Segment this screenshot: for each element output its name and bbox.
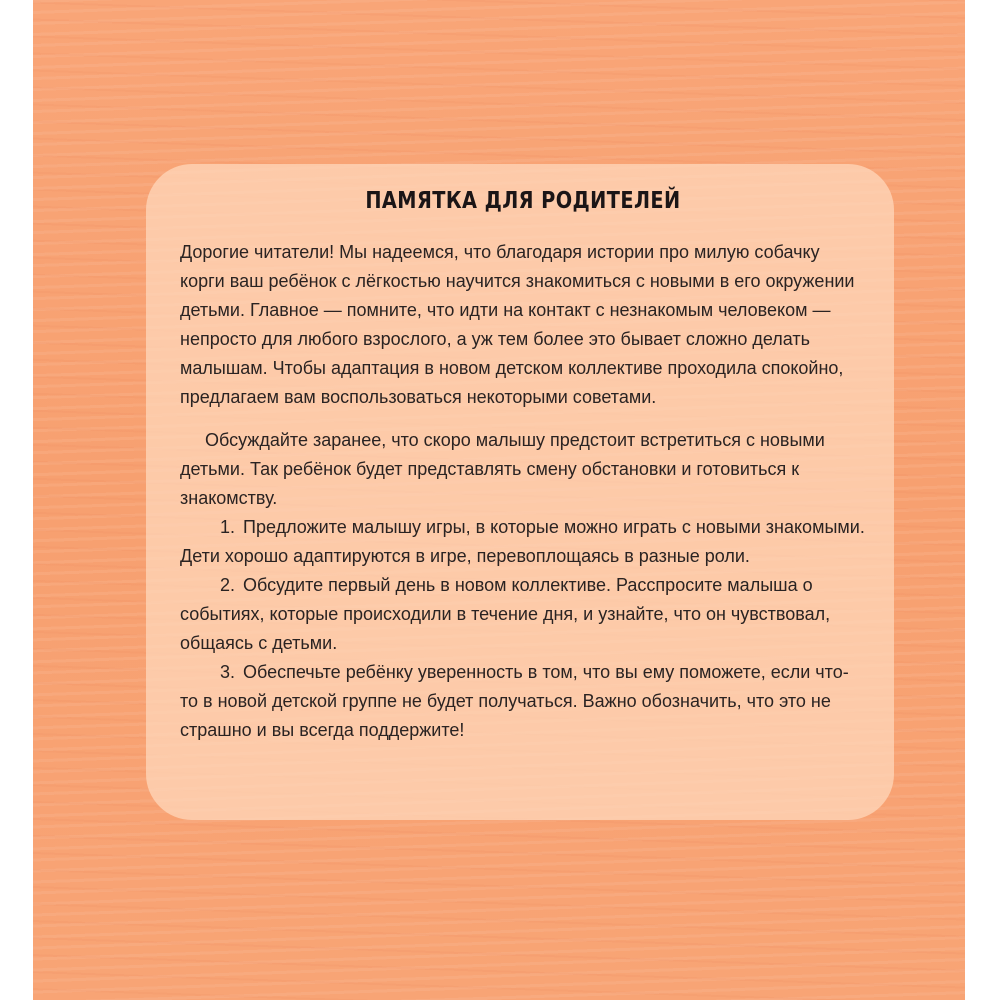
tip-item	[180, 513, 866, 571]
memo-title: ПАМЯТКА ДЛЯ РОДИТЕЛЕЙ	[365, 188, 681, 214]
page-background	[33, 0, 965, 1000]
intro-paragraph: Дорогие читатели! Мы надеемся, что благодаря истории про милую собачку корги ваш ребёнок с лёгкостью научится знакомиться с новыми в его окружении детьми. Главное — помните, что идти на контакт с незнакомым человеком — непросто для любого взрослого, а уж тем более это бывает сложно делать малышам. Чтобы адаптация в новом детском коллективе проходила спокойно, предлагаем вам воспользоваться некоторыми советами.	[180, 242, 855, 407]
tip-number: 1.	[220, 517, 236, 537]
tip-text: Обсудите первый день в новом коллективе. Расспросите малыша о событиях, которые происходили в течение дня, и узнайте, что он чувствовал, общаясь с детьми.	[180, 575, 831, 653]
memo-card	[146, 164, 894, 820]
tip-text: Предложите малышу игры, в которые можно играть с новыми знакомыми. Дети хорошо адаптируются в игре, перевоплощаясь в разные роли.	[180, 517, 865, 566]
tip-item	[180, 571, 866, 658]
tip-number: 2.	[220, 575, 236, 595]
tip-text: Обеспечьте ребёнку уверенность в том, что вы ему поможете, если что-то в новой детской группе не будет получаться. Важно обозначить, что это не страшно и вы всегда поддержите!	[180, 662, 849, 740]
tip-number: 3.	[220, 662, 236, 682]
tip-item	[180, 658, 866, 745]
tips-list	[180, 513, 866, 745]
advice-paragraph: Обсуждайте заранее, что скоро малышу предстоит встретиться с новыми детьми. Так ребёнок будет представлять смену обстановки и готовиться к знакомству.	[180, 430, 825, 508]
